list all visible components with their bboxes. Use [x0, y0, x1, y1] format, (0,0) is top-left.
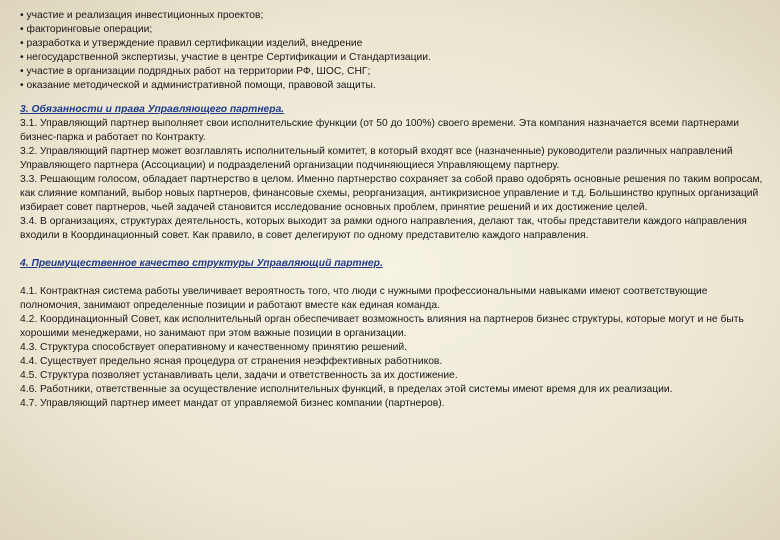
section-3-title: 3. Обязанности и права Управляющего партнера.: [20, 104, 285, 115]
paragraph-4-6: 4.6. Работники, ответственные за осуществление исполнительных функций, в пределах этой системы имеют время для их реализации.: [20, 384, 673, 395]
paragraph-4-5: 4.5. Структура позволяет устанавливать цели, задачи и ответственность за их достижение.: [20, 370, 458, 381]
paragraph-4-7: 4.7. Управляющий партнер имеет мандат от управляемой бизнес компании (партнеров).: [20, 398, 445, 409]
activity-list: [20, 9, 764, 93]
paragraph-3-1: 3.1. Управляющий партнер выполняет свои исполнительские функции (от 50 до 100%) своего времени. Эта компания назначается всеми партнерами бизнес-парка и работает по Контракту.: [20, 118, 739, 143]
paragraph-3-2: 3.2. Управляющий партнер может возглавлять исполнительный комитет, в который входят все (назначенные) руководители различных направлений Управляющего партнера (Ассоциации) и подразделений организации подчиняющиеся Управляющему партнеру.: [20, 146, 733, 171]
paragraph-4-1: 4.1. Контрактная система работы увеличивает вероятность того, что люди с нужными профессиональными навыками имеют соответствующие полномочия, занимают определенные позиции и работают вместе как единая команда.: [20, 286, 708, 311]
list-item: • участие в организации подрядных работ на территории РФ, ШОС, СНГ;: [20, 65, 764, 79]
list-item: • разработка и утверждение правил сертификации изделий, внедрение: [20, 37, 764, 51]
paragraph-4-3: 4.3. Структура способствует оперативному и качественному принятию решений.: [20, 342, 407, 353]
list-item: • факторинговые операции;: [20, 23, 764, 37]
document-body: [20, 9, 764, 411]
list-item: • негосударственной экспертизы, участие в центре Сертификации и Стандартизации.: [20, 51, 764, 65]
paragraph-4-4: 4.4. Существует предельно ясная процедура от странения неэффективных работников.: [20, 356, 443, 367]
paragraph-3-4: 3.4. В организациях, структурах деятельность, которых выходит за рамки одного направления, делают так, чтобы представители каждого направления входили в Координационный совет. Как правило, в совет делегируют по одному представителю каждого направления.: [20, 216, 747, 241]
list-item: • участие и реализация инвестиционных проектов;: [20, 9, 764, 23]
paragraph-4-2: 4.2. Координационный Совет, как исполнительный орган обеспечивает возможность влияния на партнеров бизнес структуры, которые могут и не быть хорошими менеджерами, но занимают при этом важные позиции в организации.: [20, 314, 744, 339]
section-4-title: 4. Преимущественное качество структуры Управляющий партнер.: [20, 258, 383, 269]
paragraph-3-3: 3.3. Решающим голосом, обладает партнерство в целом. Именно партнерство сохраняет за собой право одобрять основные решения по таким вопросам, как слияние компаний, выбор новых партнеров, финансовые схемы, реорганизация, антикризисное управление и т.д. Большинство крупных организаций избирает совет партнеров, чьей задачей становится исследование основных проблем, принятие решений и их достижение целей.: [20, 174, 763, 213]
list-item: • оказание методической и административной помощи, правовой защиты.: [20, 79, 764, 93]
